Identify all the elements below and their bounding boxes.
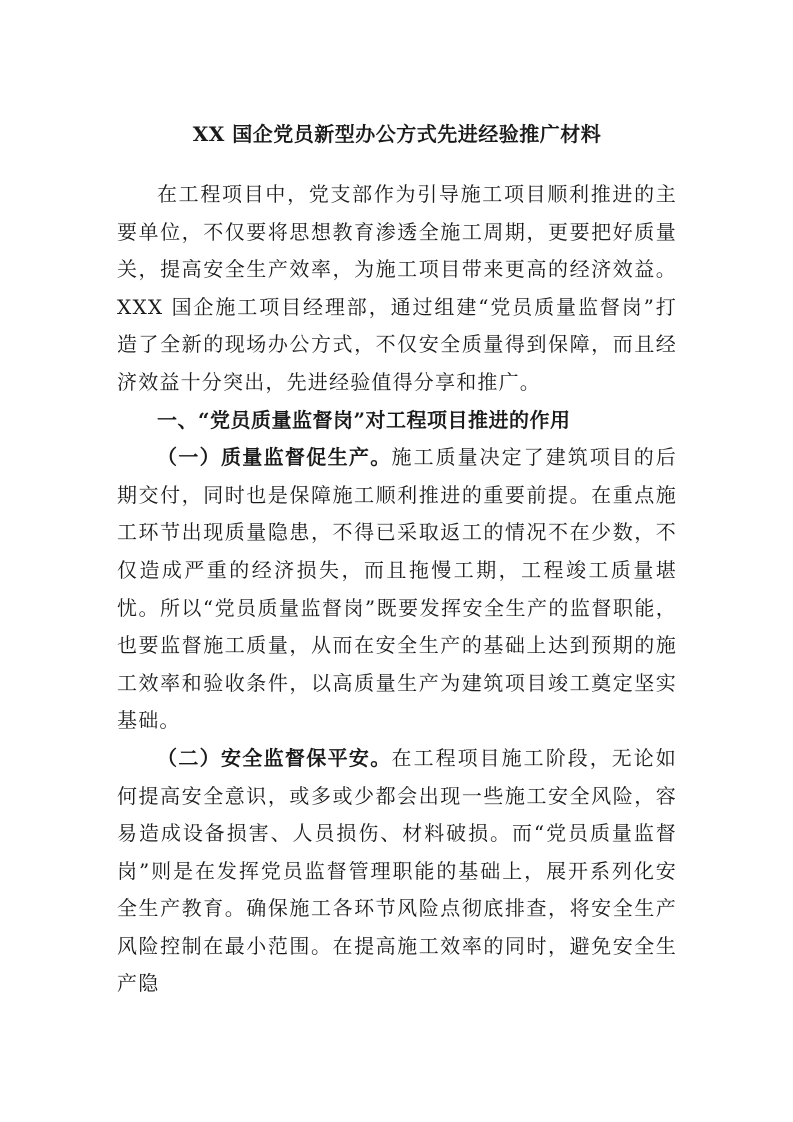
intro-paragraph: 在工程项目中，党支部作为引导施工项目顺利推进的主要单位，不仅要将思想教育渗透全施工周期，更要把好质量关，提高安全生产效率，为施工项目带来更高的经济效益。XXX 国企施工项目经理部，通过组建“党员质量监督岗”打造了全新的现场办公方式，不仅安全质量得到保障，而且经济效益十分突出，先进经验值得分享和推广。 bbox=[117, 182, 677, 394]
point-two-lead: （二）安全监督保平安。 bbox=[157, 745, 392, 770]
point-two-paragraph bbox=[117, 740, 677, 1003]
point-one-lead: （一）质量监督促生产。 bbox=[157, 445, 392, 470]
point-one-body: 施工质量决定了建筑项目的后期交付，同时也是保障施工顺利推进的重要前提。在重点施工环节出现质量隐患，不得已采取返工的情况不在少数，不仅造成严重的经济损失，而且拖慢工期，工程竣工质量堪忧。所以“党员质量监督岗”既要发挥安全生产的监督职能，也要监督施工质量，从而在安全生产的基础上达到预期的施工效率和验收条件，以高质量生产为建筑项目竣工奠定坚实基础。 bbox=[117, 445, 678, 733]
document-title: XX 国企党员新型办公方式先进经验推广材料 bbox=[192, 122, 602, 146]
section-heading: 一、“党员质量监督岗”对工程项目推进的作用 bbox=[157, 407, 571, 432]
point-two-body: 在工程项目施工阶段，无论如何提高安全意识，或多或少都会出现一些施工安全风险，容易造成设备损害、人员损伤、材料破损。而“党员质量监督岗”则是在发挥党员监督管理职能的基础上，展开系列化安全生产教育。确保施工各环节风险点彻底排查，将安全生产风险控制在最小范围。在提高施工效率的同时，避免安全生产隐 bbox=[117, 745, 678, 996]
point-one-paragraph bbox=[117, 439, 677, 740]
